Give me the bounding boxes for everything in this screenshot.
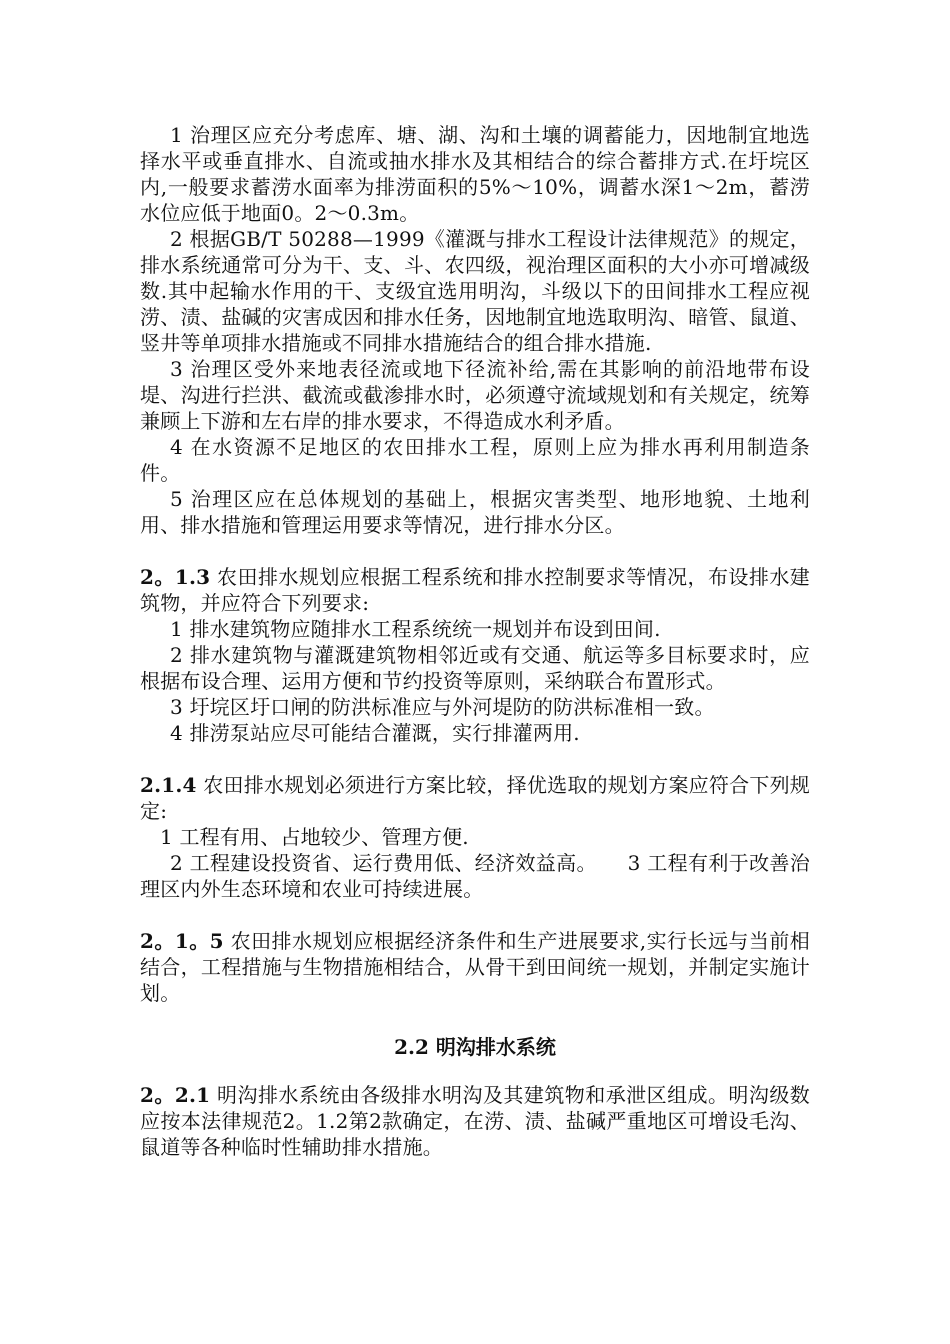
clause-2-1-4-item-1: 1 工程有用、占地较少、管理方便. — [160, 825, 469, 849]
clause-2-1-3-item-2: 2 排水建筑物与灌溉建筑物相邻近或有交通、航运等多目标要求时，应根据布设合理、运用方便和节约投资等原则，采纳联合布置形式。 — [140, 643, 810, 693]
clause-text: 农田排水规划必须进行方案比较，择优选取的规划方案应符合下列规定: — [140, 773, 810, 823]
clause-2-1-3-item-4: 4 排涝泵站应尽可能结合灌溉，实行排灌两用. — [170, 721, 580, 745]
clause-2-1-2-item-2: 2 根据GB/T 50288—1999《灌溉与排水工程设计法律规范》的规定，排水系统通常可分为干、支、斗、农四级，视治理区面积的大小亦可增减级数.其中起输水作用的干、支级宜选用明沟，斗级以下的田间排水工程应视涝、渍、盐碱的灾害成因和排水任务，因地制宜地选取明沟、暗管、鼠道、竖井等单项排水措施或不同排水措施结合的组合排水措施. — [140, 227, 810, 355]
clause-2-1-3-item-1: 1 排水建筑物应随排水工程系统统一规划并布设到田间. — [170, 617, 661, 641]
clause-text: 农田排水规划应根据经济条件和生产进展要求,实行长远与当前相结合，工程措施与生物措施相结合，从骨干到田间统一规划，并制定实施计划。 — [140, 929, 811, 1005]
document-page — [140, 122, 810, 1160]
clause-text: 明沟排水系统由各级排水明沟及其建筑物和承泄区组成。明沟级数应按本法律规范2。1.2第2款确定，在涝、渍、盐碱严重地区可增设毛沟、鼠道等各种临时性辅助排水措施。 — [140, 1083, 811, 1159]
clause-2-1-2-item-5: 5 治理区应在总体规划的基础上，根据灾害类型、地形地貌、土地利用、排水措施和管理运用要求等情况，进行排水分区。 — [140, 487, 810, 537]
clause-2-1-5 — [140, 928, 810, 1006]
clause-2-1-3-item-3: 3 圩垸区圩口闸的防洪标准应与外河堤防的防洪标准相一致。 — [170, 695, 715, 719]
section-heading: 2.2 明沟排水系统 — [394, 1035, 556, 1059]
clause-number: 2.1.4 — [140, 773, 197, 797]
clause-number: 2。1.3 — [140, 565, 211, 589]
clause-2-1-2-item-4: 4 在水资源不足地区的农田排水工程，原则上应为排水再利用制造条件。 — [140, 435, 810, 485]
clause-2-1-3 — [140, 564, 810, 616]
clause-2-2-1 — [140, 1082, 810, 1160]
clause-number: 2。2.1 — [140, 1083, 211, 1107]
clause-2-1-2-item-1: 1 治理区应充分考虑库、塘、湖、沟和土壤的调蓄能力，因地制宜地选择水平或垂直排水、自流或抽水排水及其相结合的综合蓄排方式.在圩垸区内,一般要求蓄涝水面率为排涝面积的5%～10%，调蓄水深1～2m，蓄涝水位应低于地面0。2～0.3m。 — [140, 123, 810, 225]
clause-2-1-4 — [140, 772, 810, 824]
clause-2-1-4-item-2: 2 工程建设投资省、运行费用低、经济效益高。 3 工程有利于改善治理区内外生态环境和农业可持续进展。 — [140, 851, 810, 901]
clause-text: 农田排水规划应根据工程系统和排水控制要求等情况，布设排水建筑物，并应符合下列要求: — [140, 565, 811, 615]
clause-number: 2。1。5 — [140, 929, 224, 953]
clause-2-1-2-item-3: 3 治理区受外来地表径流或地下径流补给,需在其影响的前沿地带布设堤、沟进行拦洪、截流或截渗排水时，必须遵守流域规划和有关规定，统筹兼顾上下游和左右岸的排水要求，不得造成水利矛盾。 — [140, 357, 810, 433]
